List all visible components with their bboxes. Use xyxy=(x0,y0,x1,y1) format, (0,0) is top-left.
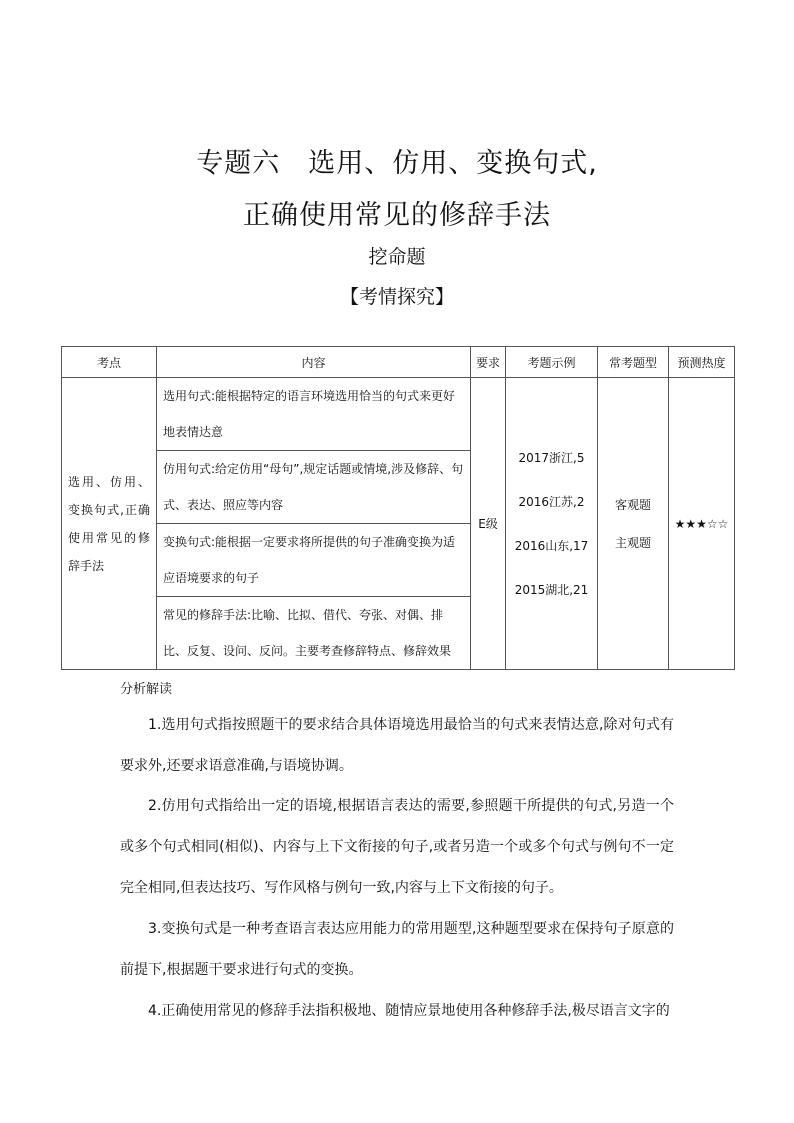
header-kaodian: 考点 xyxy=(62,347,157,378)
analysis-heading: 分析解读 xyxy=(120,682,173,697)
example-item: 2015湖北,21 xyxy=(514,582,589,597)
cell-examples xyxy=(506,378,598,670)
table-row xyxy=(62,378,735,451)
cell-content-3: 变换句式:能根据一定要求将所提供的句子准确变换为适应语境要求的句子 xyxy=(157,524,471,597)
exam-analysis-table xyxy=(61,346,735,670)
example-item: 2016江苏,2 xyxy=(518,494,585,509)
example-item: 2016山东,17 xyxy=(514,538,589,553)
type-item: 主观题 xyxy=(614,535,651,550)
analysis-paragraph-3: 3.变换句式是一种考查语言表达应用能力的常用题型,这种题型要求在保持句子原意的前提下,根据题干要求进行句式的变换。 xyxy=(120,921,674,978)
analysis-paragraph-1: 1.选用句式指按照题干的要求结合具体语境选用最恰当的句式来表情达意,除对句式有要求外,还要求语意准确,与语境协调。 xyxy=(120,717,674,774)
document-subtitle: 挖命题 xyxy=(368,246,426,268)
cell-content-2: 仿用句式:给定仿用“母句”,规定话题或情境,涉及修辞、句式、表达、照应等内容 xyxy=(157,451,471,524)
document-title-line-1: 专题六 选用、仿用、变换句式, xyxy=(196,148,598,179)
example-item: 2017浙江,5 xyxy=(518,450,585,465)
cell-requirement: E级 xyxy=(471,378,506,670)
header-content: 内容 xyxy=(157,347,471,378)
section-heading: 【考情探究】 xyxy=(339,286,454,308)
type-item: 客观题 xyxy=(614,497,651,512)
cell-types xyxy=(598,378,669,670)
header-types: 常考题型 xyxy=(598,347,669,378)
cell-content-1: 选用句式:能根据特定的语言环境选用恰当的句式来更好地表情达意 xyxy=(157,378,471,451)
header-requirement: 要求 xyxy=(471,347,506,378)
analysis-paragraph-2: 2.仿用句式指给出一定的语境,根据语言表达的需要,参照题干所提供的句式,另造一个或多个句式相同(相似)、内容与上下文衔接的句子,或者另造一个或多个句式与例句不一定完全相同,但表达技巧、写作风格与例句一致,内容与上下文衔接的句子。 xyxy=(120,798,674,896)
cell-kaodian: 选用、仿用、变换句式,正确使用常见的修辞手法 xyxy=(62,378,157,670)
document-title-line-2: 正确使用常见的修辞手法 xyxy=(243,200,551,231)
cell-content-4: 常见的修辞手法:比喻、比拟、借代、夸张、对偶、排比、反复、设问、反问。主要考查修辞特点、修辞效果 xyxy=(157,597,471,670)
analysis-paragraph-4: 4.正确使用常见的修辞手法指积极地、随情应景地使用各种修辞手法,极尽语言文字的 xyxy=(148,1003,670,1019)
cell-heat-rating: ★★★☆☆ xyxy=(669,378,735,670)
header-heat: 预测热度 xyxy=(669,347,735,378)
header-examples: 考题示例 xyxy=(506,347,598,378)
table-header-row xyxy=(62,347,735,378)
